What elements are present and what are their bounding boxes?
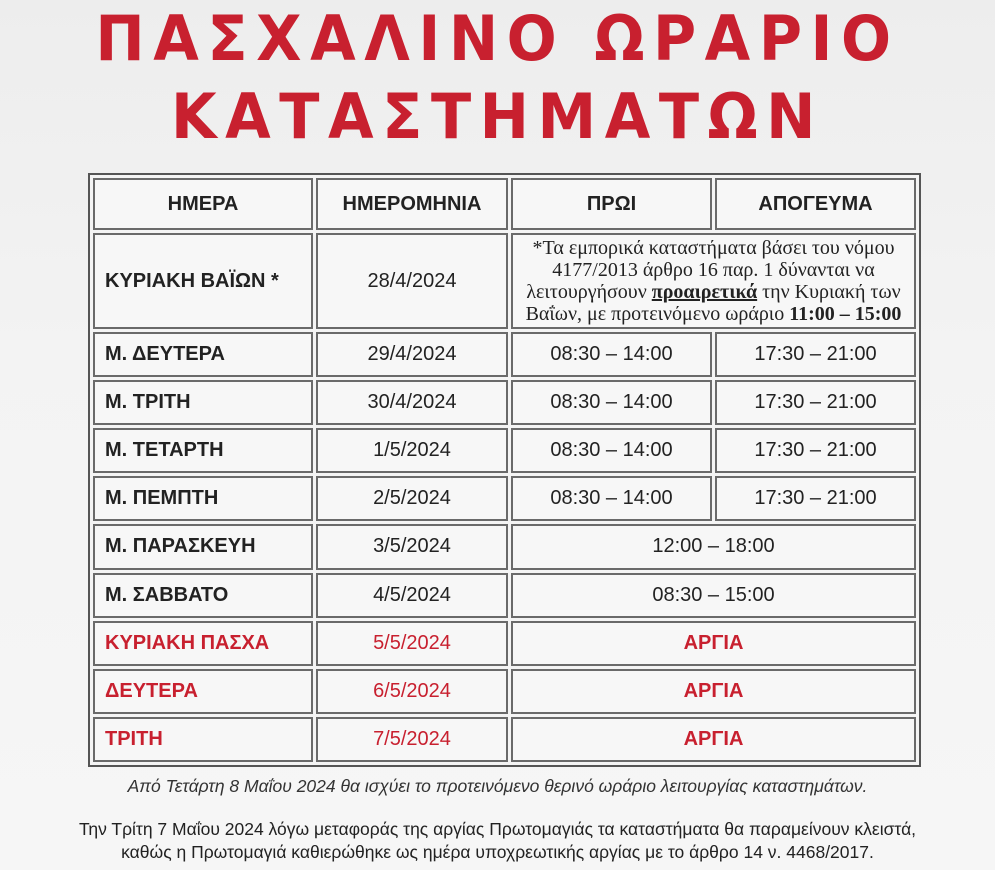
row-day: Μ. ΣΑΒΒΑΤΟ (93, 573, 313, 618)
row-day: ΤΡΙΤΗ (93, 717, 313, 762)
row-date: 4/5/2024 (316, 573, 508, 618)
table-row-holiday (93, 717, 916, 762)
table-header-row (93, 178, 916, 230)
row-date: 6/5/2024 (316, 669, 508, 714)
row-day: Μ. ΔΕΥΤΕΡΑ (93, 332, 313, 377)
column-header-morning: ΠΡΩΙ (511, 178, 712, 230)
row-date: 7/5/2024 (316, 717, 508, 762)
row-date: 29/4/2024 (316, 332, 508, 377)
may-day-note-line2: καθώς η Πρωτομαγιά καθιερώθηκε ως ημέρα υποχρεωτικής αργίας με το άρθρο 14 ν. 4468/2017. (121, 842, 874, 862)
table-row (93, 476, 916, 521)
column-header-date: ΗΜΕΡΟΜΗΝΙΑ (316, 178, 508, 230)
table-row (93, 380, 916, 425)
summer-hours-note: Από Τετάρτη 8 Μαΐου 2024 θα ισχύει το προτεινόμενο θερινό ωράριο λειτουργίας καταστημάτων. (127, 776, 868, 796)
may-day-note-line1: Την Τρίτη 7 Μαΐου 2024 λόγω μεταφοράς της αργίας Πρωτομαγιάς τα καταστήματα θα παραμείνουν κλειστά, (78, 819, 917, 839)
table-row (93, 524, 916, 569)
row-day: ΚΥΡΙΑΚΗ ΠΑΣΧΑ (93, 621, 313, 666)
row-date: 1/5/2024 (316, 428, 508, 473)
row-afternoon-hours: 17:30 – 21:00 (715, 332, 916, 377)
row-date: 3/5/2024 (316, 524, 508, 569)
optional-emphasis: προαιρετικά (651, 281, 758, 303)
row-date: 30/4/2024 (316, 380, 508, 425)
row-afternoon-hours: 17:30 – 21:00 (715, 428, 916, 473)
table-row-palm-sunday (93, 233, 916, 329)
row-day: Μ. ΠΑΡΑΣΚΕΥΗ (93, 524, 313, 569)
suggested-hours: 11:00 – 15:00 (789, 303, 902, 325)
row-hours: 08:30 – 15:00 (511, 573, 916, 618)
table-row (93, 428, 916, 473)
palm-sunday-note: *Τα εμπορικά καταστήματα βάσει του νόμου 4177/2013 άρθρο 16 παρ. 1 δύνανται να λειτουργήσουν προαιρετικά την Κυριακή των Βαΐων, με προτεινόμενο ωράριο 11:00 – 15:00 (511, 233, 916, 329)
holiday-label: ΑΡΓΙΑ (511, 717, 916, 762)
row-morning-hours: 08:30 – 14:00 (511, 476, 712, 521)
row-day: ΔΕΥΤΕΡΑ (93, 669, 313, 714)
row-date: 2/5/2024 (316, 476, 508, 521)
row-day: Μ. ΠΕΜΠΤΗ (93, 476, 313, 521)
page-title-line1: ΠΑΣΧΑΛΙΝΟ ΩΡΑΡΙΟ (95, 2, 900, 75)
table-row (93, 332, 916, 377)
row-date: 5/5/2024 (316, 621, 508, 666)
row-morning-hours: 08:30 – 14:00 (511, 380, 712, 425)
row-morning-hours: 08:30 – 14:00 (511, 332, 712, 377)
row-afternoon-hours: 17:30 – 21:00 (715, 380, 916, 425)
page-title-line2: ΚΑΤΑΣΤΗΜΑΤΩΝ (170, 80, 825, 153)
row-date: 28/4/2024 (316, 233, 508, 329)
row-day: ΚΥΡΙΑΚΗ ΒΑΪΩΝ * (93, 233, 313, 329)
holiday-label: ΑΡΓΙΑ (511, 669, 916, 714)
row-day: Μ. ΤΡΙΤΗ (93, 380, 313, 425)
table-row-holiday (93, 669, 916, 714)
column-header-afternoon: ΑΠΟΓΕΥΜΑ (715, 178, 916, 230)
may-day-note (0, 818, 995, 864)
table-row (93, 573, 916, 618)
row-afternoon-hours: 17:30 – 21:00 (715, 476, 916, 521)
holiday-label: ΑΡΓΙΑ (511, 621, 916, 666)
column-header-day: ΗΜΕΡΑ (93, 178, 313, 230)
schedule-table (88, 173, 921, 767)
row-morning-hours: 08:30 – 14:00 (511, 428, 712, 473)
table-row-holiday (93, 621, 916, 666)
row-hours: 12:00 – 18:00 (511, 524, 916, 569)
row-day: Μ. ΤΕΤΑΡΤΗ (93, 428, 313, 473)
